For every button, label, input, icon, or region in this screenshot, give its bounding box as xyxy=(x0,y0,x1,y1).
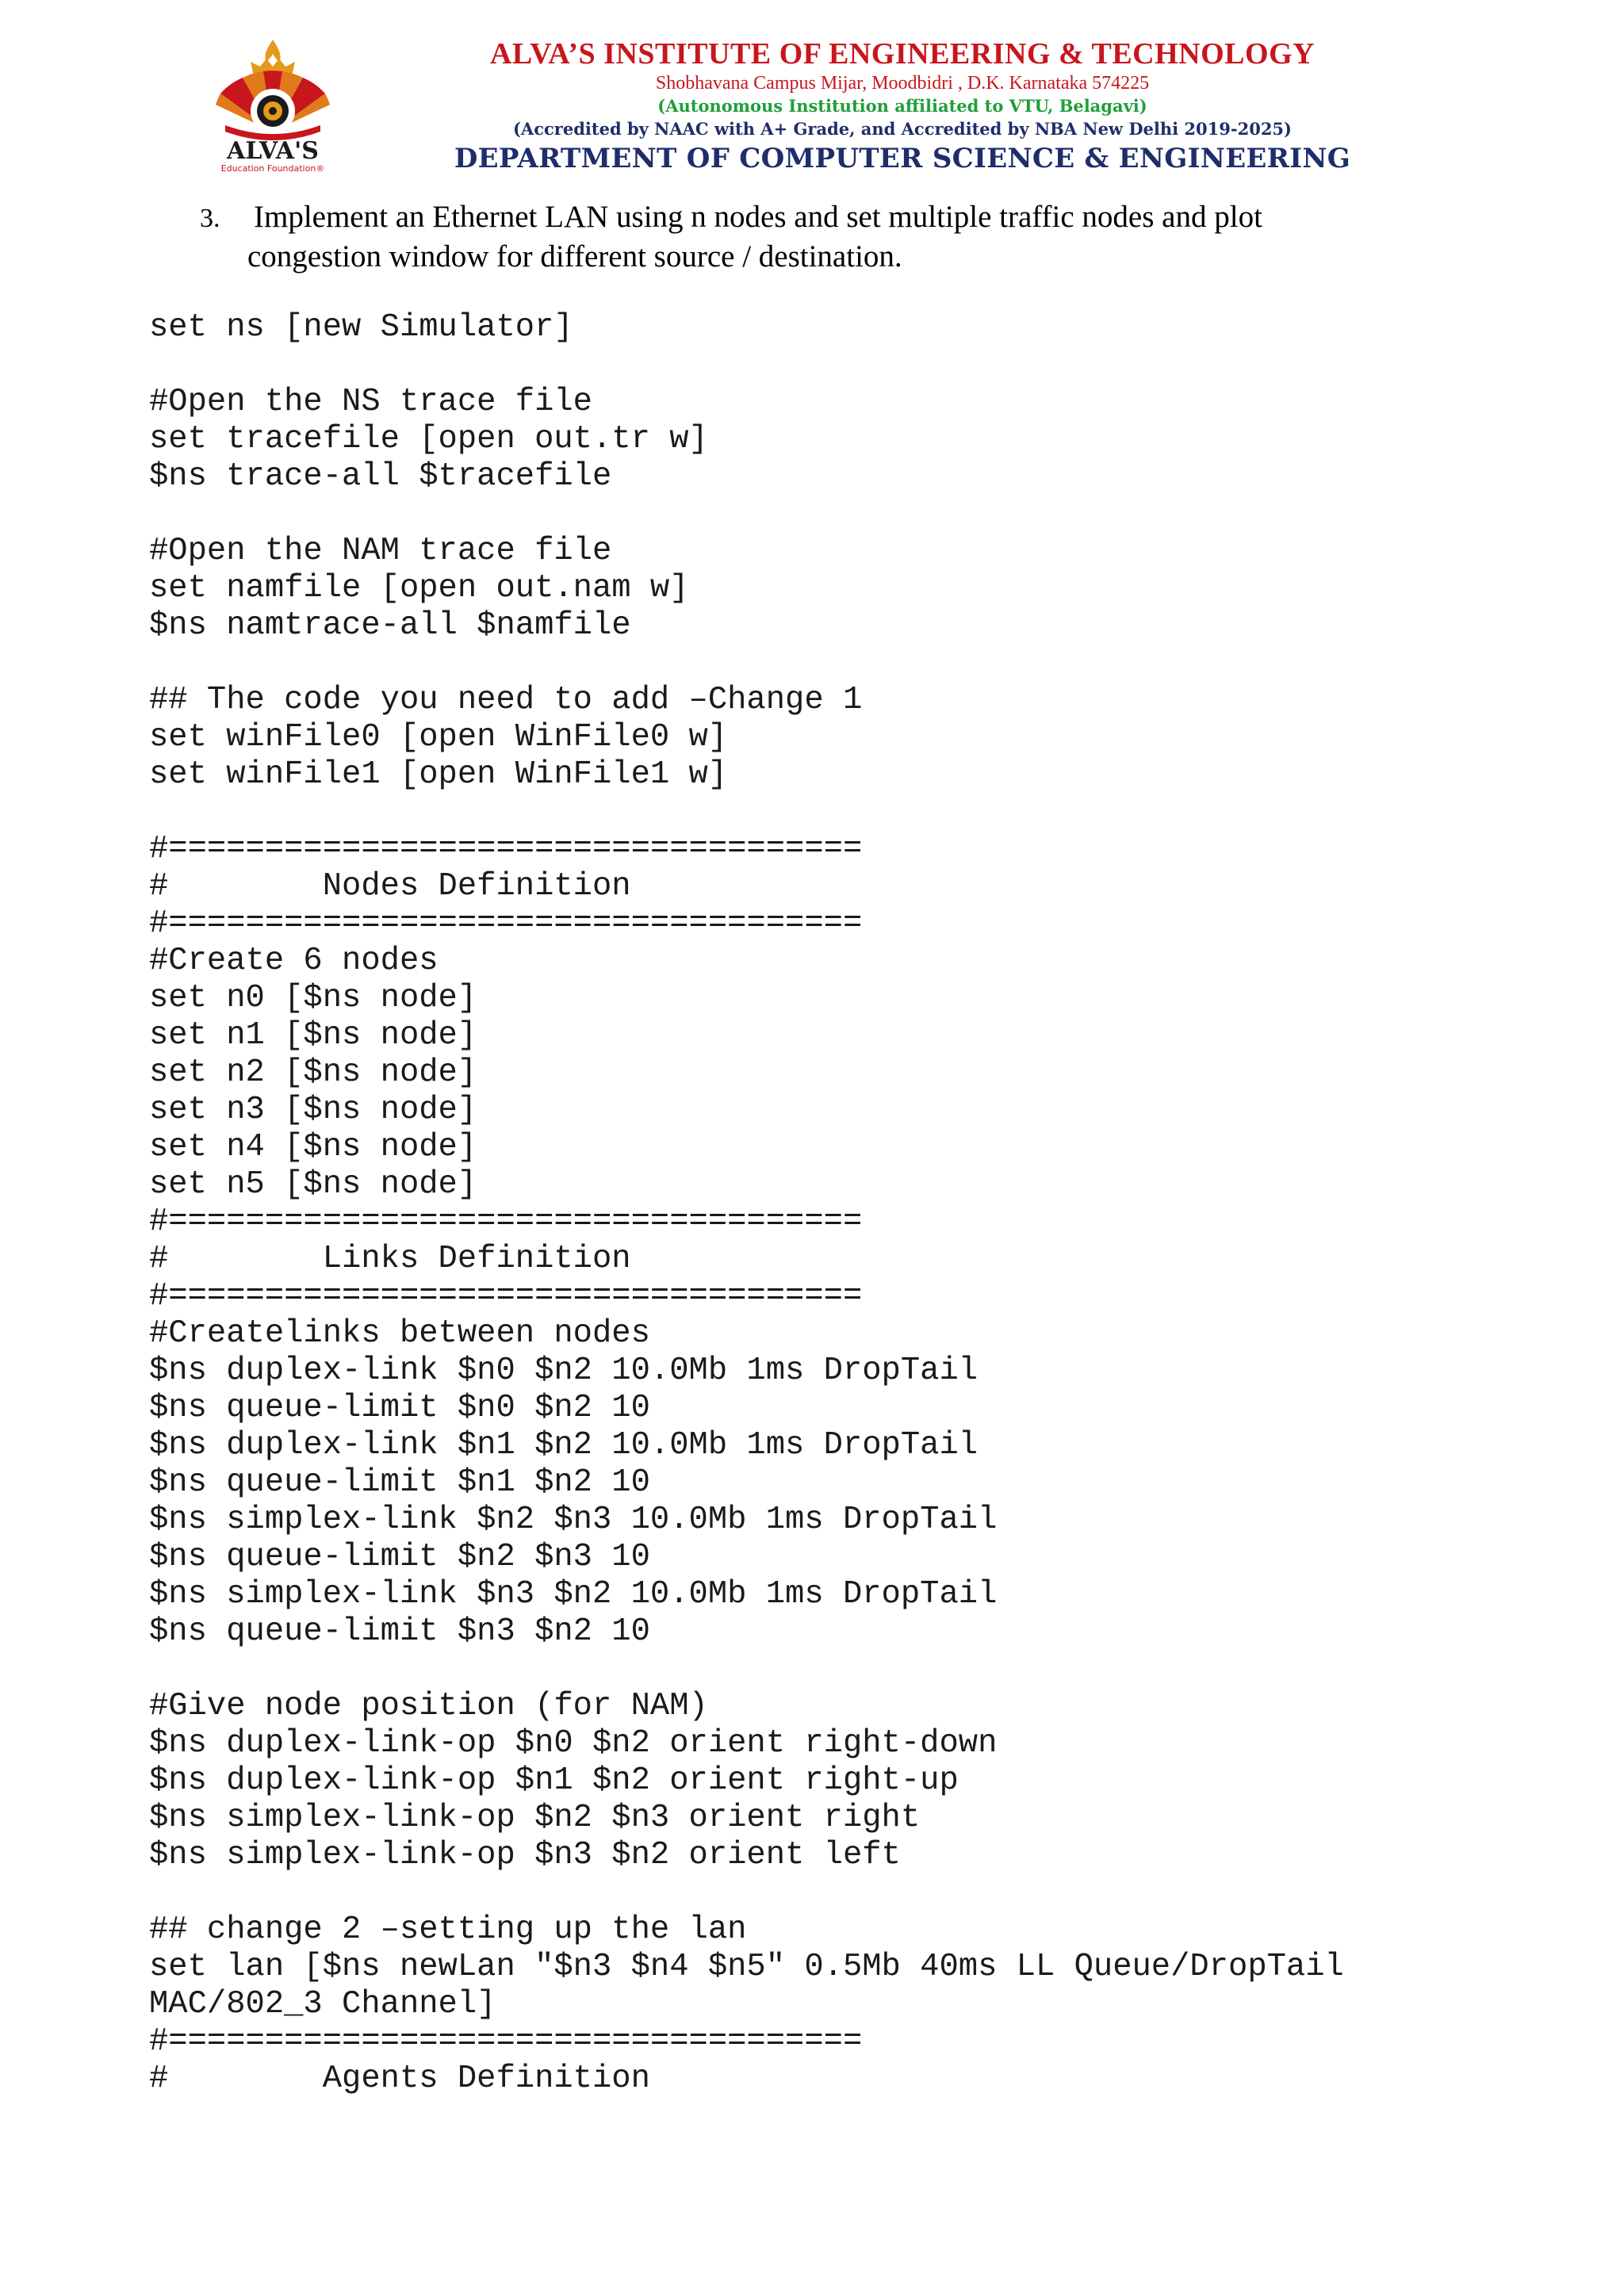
question-text-2: congestion window for different source / destination. xyxy=(247,239,902,274)
logo-tagline: Education Foundation® xyxy=(220,163,325,174)
logo-wordmark: ALVA'S xyxy=(227,137,319,165)
letterhead xyxy=(373,36,1432,176)
question-text-1: Implement an Ethernet LAN using n nodes and set multiple traffic nodes and plot xyxy=(254,200,1262,234)
question-number: 3. xyxy=(200,204,220,233)
question-line-1 xyxy=(200,198,1437,238)
department-name: DEPARTMENT OF COMPUTER SCIENCE & ENGINEERING xyxy=(454,143,1351,174)
accreditation-line: (Accredited by NAAC with A+ Grade, and Accredited by NBA New Delhi 2019-2025) xyxy=(513,119,1292,139)
institute-name: ALVA’S INSTITUTE OF ENGINEERING & TECHNOLOGY xyxy=(489,37,1316,71)
campus-address: Shobhavana Campus Mijar, Moodbidri , D.K. Karnataka 574225 xyxy=(655,73,1150,94)
autonomous-status: (Autonomous Institution affiliated to VTU, Belagavi) xyxy=(657,96,1147,116)
code-listing: set ns [new Simulator] #Open the NS trace file set tracefile [open out.tr w] $ns trace-all $tracefile #Open the NAM trace file set namfile [open out.nam w] $ns namtrace-all $namfile ## The code you need to add –Change 1 set winFile0 [open WinFile0 w] set winFile1 [open WinFile1 w] #==================================== # Nodes Definition #==================================== #Create 6 nodes set n0 [$ns node] set n1 [$ns node] set n2 [$ns node] set n3 [$ns node] set n4 [$ns node] set n5 [$ns node] #==================================== # Links Definition #==================================== #Createlinks between nodes $ns duplex-link $n0 $n2 10.0Mb 1ms DropTail $ns queue-limit $n0 $n2 10 $ns duplex-link $n1 $n2 10.0Mb 1ms DropTail $ns queue-limit $n1 $n2 10 $ns simplex-link $n2 $n3 10.0Mb 1ms DropTail $ns queue-limit $n2 $n3 10 $ns simplex-link $n3 $n2 10.0Mb 1ms DropTail $ns queue-limit $n3 $n2 10 #Give node position (for NAM) $ns duplex-link-op $n0 $n2 orient right-down $ns duplex-link-op $n1 $n2 orient right-up $ns simplex-link-op $n2 $n3 orient right $ns simplex-link-op $n3 $n2 orient left ## change 2 –setting up the lan set lan [$ns newLan "$n3 $n4 $n5" 0.5Mb 40ms LL Queue/DropTail MAC/802_3 Channel] #==================================== # Agents Definition xyxy=(149,309,1344,2097)
question-block xyxy=(200,198,1437,276)
alvas-logo xyxy=(193,38,352,174)
